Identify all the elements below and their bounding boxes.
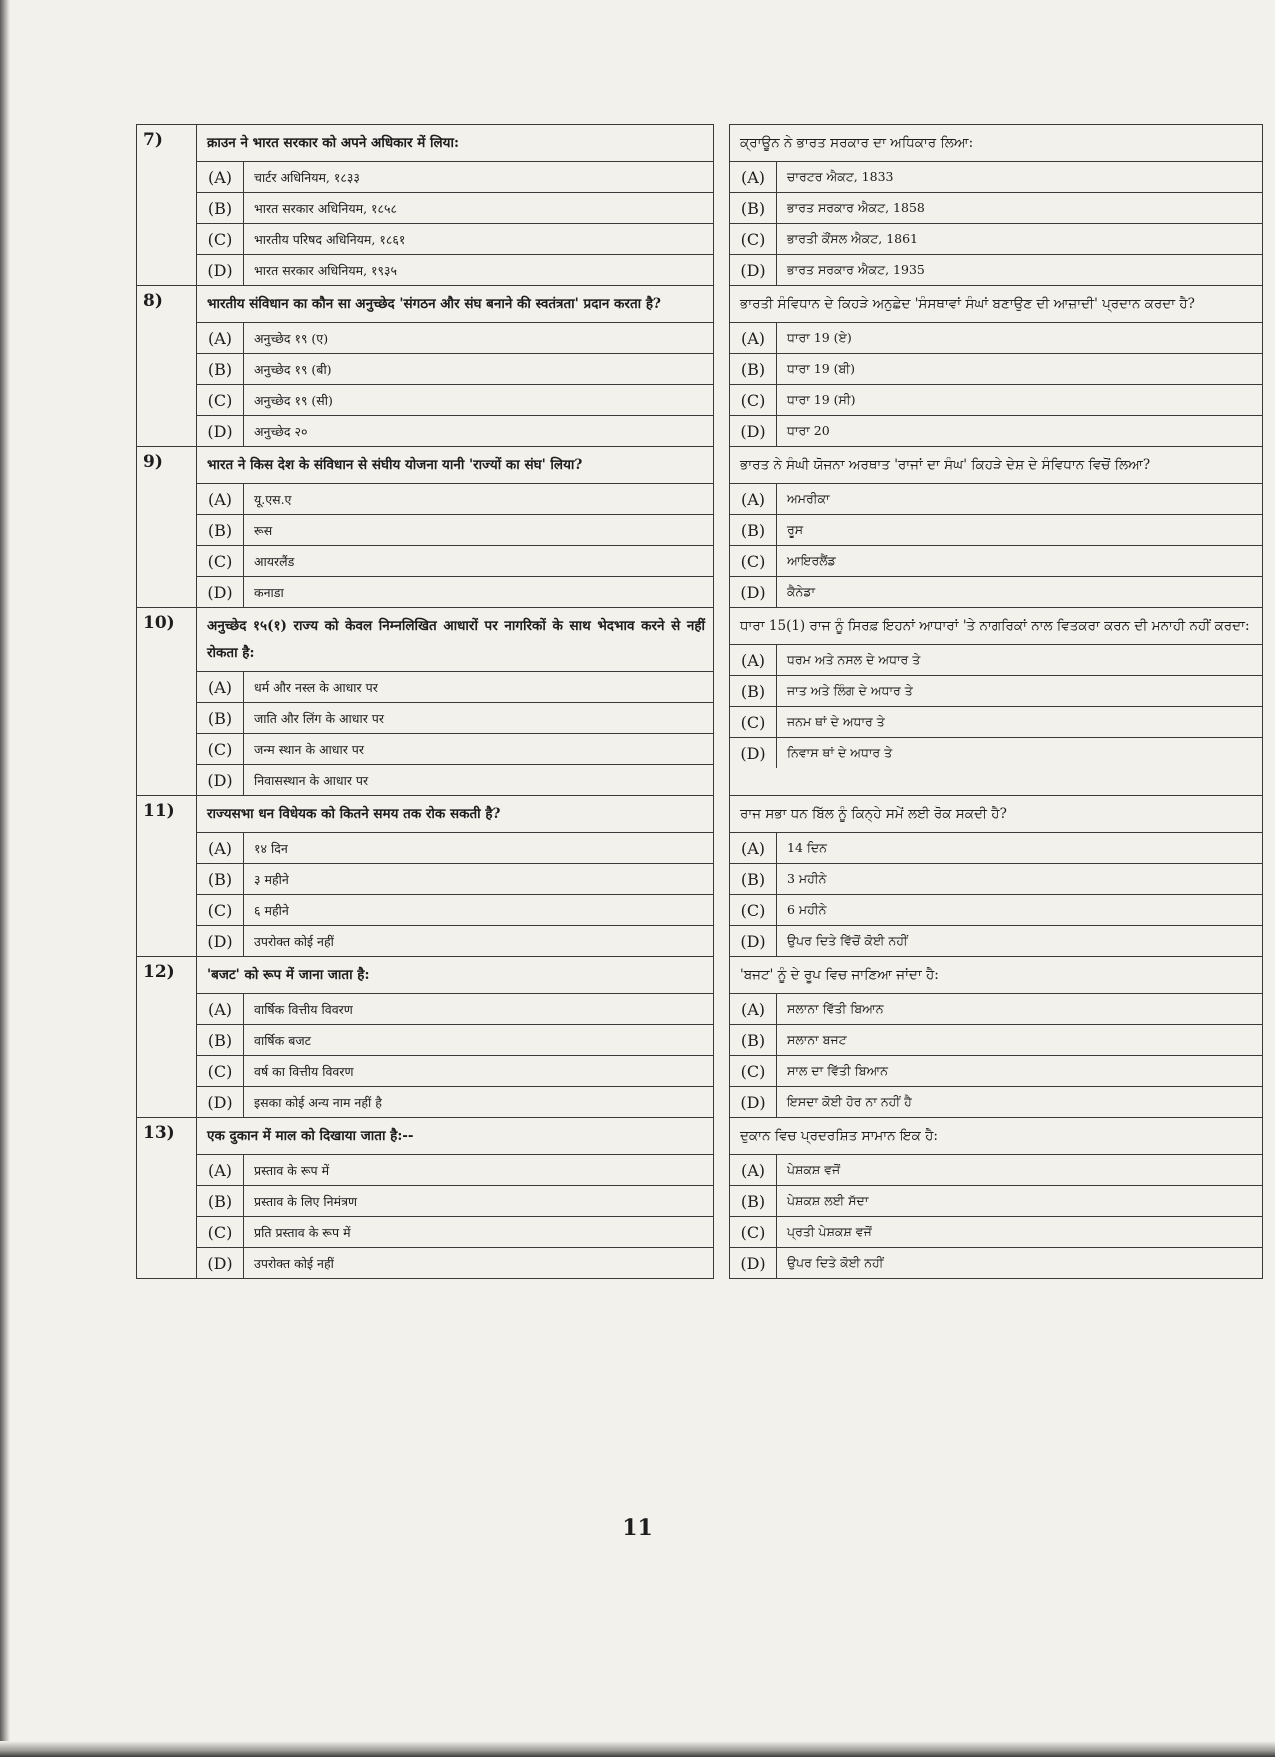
punjabi-option-text: ਭਾਰਤ ਸਰਕਾਰ ਐਕਟ, 1935 bbox=[777, 255, 1263, 286]
punjabi-question-stem: 'ਬਜਟ' ਨੂੰ ਦੇ ਰੂਪ ਵਿਚ ਜਾਣਿਆ ਜਾਂਦਾ ਹੈ: bbox=[740, 967, 939, 983]
punjabi-option-text: ਭਾਰਤੀ ਕੌਂਸਲ ਐਕਟ, 1861 bbox=[777, 224, 1263, 255]
option-label: (A) bbox=[730, 833, 777, 864]
option-row bbox=[197, 1186, 713, 1217]
hindi-option-text: वर्ष का वित्तीय विवरण bbox=[244, 1056, 714, 1087]
punjabi-option-text: ਸਾਲ ਦਾ ਵਿੱਤੀ ਬਿਆਨ bbox=[777, 1056, 1263, 1087]
option-row bbox=[197, 1155, 713, 1186]
option-row bbox=[730, 546, 1262, 577]
punjabi-column bbox=[730, 447, 1263, 608]
option-label: (B) bbox=[730, 1186, 777, 1217]
option-row bbox=[730, 1217, 1262, 1248]
punjabi-column bbox=[730, 796, 1263, 957]
options-table bbox=[730, 161, 1262, 285]
options-table bbox=[197, 671, 713, 795]
option-label: (C) bbox=[197, 224, 244, 255]
option-label: (B) bbox=[197, 1025, 244, 1056]
column-gap bbox=[714, 447, 730, 608]
hindi-option-text: उपरोक्त कोई नहीं bbox=[244, 926, 714, 957]
option-row bbox=[197, 577, 713, 608]
hindi-column bbox=[197, 286, 714, 447]
hindi-option-text: यू.एस.ए bbox=[244, 484, 714, 515]
column-gap bbox=[714, 286, 730, 447]
option-label: (A) bbox=[197, 994, 244, 1025]
option-label: (D) bbox=[197, 255, 244, 286]
punjabi-column bbox=[730, 1118, 1263, 1279]
hindi-question-stem: 'बजट' को रूप में जाना जाता है: bbox=[207, 967, 370, 983]
punjabi-option-text: ਧਰਮ ਅਤੇ ਨਸਲ ਦੇ ਅਧਾਰ ਤੇ bbox=[777, 645, 1263, 676]
punjabi-option-text: ਪੇਸ਼ਕਸ਼ ਵਜੋਂ bbox=[777, 1155, 1263, 1186]
options-table bbox=[730, 644, 1262, 768]
option-label: (D) bbox=[730, 738, 777, 769]
option-label: (C) bbox=[197, 1056, 244, 1087]
options-table bbox=[197, 322, 713, 446]
option-label: (A) bbox=[197, 833, 244, 864]
punjabi-option-text: ਪ੍ਰਤੀ ਪੇਸ਼ਕਸ਼ ਵਜੋਂ bbox=[777, 1217, 1263, 1248]
hindi-option-text: निवासस्थान के आधार पर bbox=[244, 765, 714, 796]
options-table bbox=[730, 832, 1262, 956]
option-label: (B) bbox=[197, 354, 244, 385]
option-label: (C) bbox=[197, 1217, 244, 1248]
punjabi-option-text: ਅਮਰੀਕਾ bbox=[777, 484, 1263, 515]
question-number: 12) bbox=[137, 957, 197, 1118]
hindi-option-text: वार्षिक बजट bbox=[244, 1025, 714, 1056]
option-row bbox=[197, 765, 713, 796]
punjabi-column bbox=[730, 957, 1263, 1118]
punjabi-question-stem: ਭਾਰਤ ਨੇ ਸੰਘੀ ਯੋਜਨਾ ਅਰਥਾਤ 'ਰਾਜਾਂ ਦਾ ਸੰਘ' ਕਿਹੜੇ ਦੇਸ਼ ਦੇ ਸੰਵਿਧਾਨ ਵਿਚੋਂ ਲਿਆ? bbox=[740, 457, 1151, 473]
option-row bbox=[730, 354, 1262, 385]
option-label: (C) bbox=[197, 734, 244, 765]
option-label: (C) bbox=[730, 224, 777, 255]
question-row bbox=[137, 447, 1263, 608]
option-row bbox=[197, 734, 713, 765]
hindi-question-stem: एक दुकान में माल को दिखाया जाता है:-- bbox=[207, 1128, 414, 1144]
column-gap bbox=[714, 957, 730, 1118]
option-row bbox=[730, 926, 1262, 957]
hindi-option-text: जाति और लिंग के आधार पर bbox=[244, 703, 714, 734]
punjabi-option-text: ਚਾਰਟਰ ਐਕਟ, 1833 bbox=[777, 162, 1263, 193]
question-table bbox=[136, 124, 1263, 1279]
option-row bbox=[730, 1155, 1262, 1186]
options-table bbox=[197, 1154, 713, 1278]
punjabi-option-text: ਰੂਸ bbox=[777, 515, 1263, 546]
option-row bbox=[197, 895, 713, 926]
option-row bbox=[197, 193, 713, 224]
option-label: (A) bbox=[730, 1155, 777, 1186]
option-row bbox=[730, 738, 1262, 769]
option-row bbox=[730, 864, 1262, 895]
punjabi-option-text: ਸਲਾਨਾ ਬਜਟ bbox=[777, 1025, 1263, 1056]
option-label: (B) bbox=[197, 864, 244, 895]
option-label: (B) bbox=[730, 515, 777, 546]
option-label: (D) bbox=[730, 255, 777, 286]
option-label: (D) bbox=[730, 1087, 777, 1118]
punjabi-option-text: ਧਾਰਾ 19 (ਬੀ) bbox=[777, 354, 1263, 385]
option-row bbox=[730, 484, 1262, 515]
punjabi-column bbox=[730, 286, 1263, 447]
option-row bbox=[197, 1025, 713, 1056]
hindi-question-stem: अनुच्छेद १५(१) राज्य को केवल निम्नलिखित आधारों पर नागरिकों के साथ भेदभाव करने से नहीं रोकता है: bbox=[207, 618, 705, 661]
option-label: (A) bbox=[730, 645, 777, 676]
option-row bbox=[730, 676, 1262, 707]
option-row bbox=[730, 1186, 1262, 1217]
hindi-option-text: प्रस्ताव के रूप में bbox=[244, 1155, 714, 1186]
question-number: 10) bbox=[137, 608, 197, 796]
question-number: 9) bbox=[137, 447, 197, 608]
options-table bbox=[730, 1154, 1262, 1278]
option-label: (A) bbox=[730, 162, 777, 193]
hindi-column bbox=[197, 447, 714, 608]
option-label: (D) bbox=[730, 926, 777, 957]
option-row bbox=[197, 484, 713, 515]
option-label: (B) bbox=[730, 354, 777, 385]
option-row bbox=[197, 323, 713, 354]
punjabi-column bbox=[730, 125, 1263, 286]
punjabi-option-text: 14 ਦਿਨ bbox=[777, 833, 1263, 864]
option-label: (A) bbox=[730, 323, 777, 354]
option-row bbox=[730, 833, 1262, 864]
hindi-option-text: ३ महीने bbox=[244, 864, 714, 895]
option-label: (D) bbox=[730, 1248, 777, 1279]
hindi-column bbox=[197, 957, 714, 1118]
option-label: (B) bbox=[730, 676, 777, 707]
question-number: 8) bbox=[137, 286, 197, 447]
option-label: (D) bbox=[197, 765, 244, 796]
hindi-option-text: भारत सरकार अधिनियम, १८५८ bbox=[244, 193, 714, 224]
option-row bbox=[197, 385, 713, 416]
question-number: 13) bbox=[137, 1118, 197, 1279]
option-label: (D) bbox=[197, 926, 244, 957]
punjabi-option-text: ਭਾਰਤ ਸਰਕਾਰ ਐਕਟ, 1858 bbox=[777, 193, 1263, 224]
question-row bbox=[137, 957, 1263, 1118]
scan-edge-left bbox=[0, 0, 10, 1757]
hindi-option-text: आयरलैंड bbox=[244, 546, 714, 577]
hindi-column bbox=[197, 796, 714, 957]
option-row bbox=[730, 255, 1262, 286]
punjabi-option-text: ਸਲਾਨਾ ਵਿੱਤੀ ਬਿਆਨ bbox=[777, 994, 1263, 1025]
option-label: (D) bbox=[730, 416, 777, 447]
punjabi-option-text: ਨਿਵਾਸ ਥਾਂ ਦੇ ਅਧਾਰ ਤੇ bbox=[777, 738, 1263, 769]
option-label: (D) bbox=[197, 416, 244, 447]
punjabi-question-stem: ਕ੍ਰਾਊਨ ਨੇ ਭਾਰਤ ਸਰਕਾਰ ਦਾ ਅਧਿਕਾਰ ਲਿਆ: bbox=[740, 135, 974, 151]
punjabi-question-stem: ਧਾਰਾ 15(1) ਰਾਜ ਨੂੰ ਸਿਰਫ਼ ਇਹਨਾਂ ਆਧਾਰਾਂ 'ਤੇ ਨਾਗਰਿਕਾਂ ਨਾਲ ਵਿਤਕਰਾ ਕਰਨ ਦੀ ਮਨਾਹੀ ਨਹੀਂ ਕਰਦਾ: bbox=[740, 618, 1250, 634]
option-label: (C) bbox=[730, 385, 777, 416]
hindi-option-text: जन्म स्थान के आधार पर bbox=[244, 734, 714, 765]
option-label: (C) bbox=[730, 546, 777, 577]
hindi-option-text: अनुच्छेद १९ (ए) bbox=[244, 323, 714, 354]
punjabi-question-stem: ਰਾਜ ਸਭਾ ਧਨ ਬਿੱਲ ਨੂੰ ਕਿਨ੍ਹੇ ਸਮੇਂ ਲਈ ਰੋਕ ਸਕਦੀ ਹੈ? bbox=[740, 806, 1007, 822]
hindi-column bbox=[197, 608, 714, 796]
hindi-option-text: धर्म और नस्ल के आधार पर bbox=[244, 672, 714, 703]
option-label: (A) bbox=[197, 1155, 244, 1186]
option-row bbox=[730, 1248, 1262, 1279]
punjabi-option-text: 6 ਮਹੀਨੇ bbox=[777, 895, 1263, 926]
option-row bbox=[197, 1056, 713, 1087]
hindi-option-text: कनाडा bbox=[244, 577, 714, 608]
punjabi-question-stem: ਭਾਰਤੀ ਸੰਵਿਧਾਨ ਦੇ ਕਿਹੜੇ ਅਨੁਛੇਦ 'ਸੰਸਥਾਵਾਂ ਸੰਘਾਂ ਬਣਾਉਣ ਦੀ ਆਜ਼ਾਦੀ' ਪ੍ਰਦਾਨ ਕਰਦਾ ਹੈ? bbox=[740, 296, 1195, 312]
hindi-question-stem: भारतीय संविधान का कौन सा अनुच्छेद 'संगठन और संघ बनाने की स्वतंत्रता' प्रदान करता है? bbox=[207, 296, 661, 312]
question-row bbox=[137, 125, 1263, 286]
question-row bbox=[137, 1118, 1263, 1279]
option-label: (C) bbox=[730, 1217, 777, 1248]
option-label: (C) bbox=[197, 385, 244, 416]
punjabi-option-text: ਆਇਰਲੈਂਡ bbox=[777, 546, 1263, 577]
column-gap bbox=[714, 796, 730, 957]
punjabi-option-text: ਕੈਨੇਡਾ bbox=[777, 577, 1263, 608]
punjabi-option-text: ਉਪਰ ਦਿਤੇ ਕੋਈ ਨਹੀਂ bbox=[777, 1248, 1263, 1279]
options-table bbox=[197, 993, 713, 1117]
option-row bbox=[197, 354, 713, 385]
option-row bbox=[730, 385, 1262, 416]
question-table-body bbox=[137, 125, 1263, 1279]
hindi-column bbox=[197, 125, 714, 286]
option-label: (D) bbox=[197, 1248, 244, 1279]
option-label: (D) bbox=[197, 577, 244, 608]
option-row bbox=[197, 224, 713, 255]
hindi-option-text: इसका कोई अन्य नाम नहीं है bbox=[244, 1087, 714, 1118]
options-table bbox=[197, 832, 713, 956]
option-label: (D) bbox=[730, 577, 777, 608]
options-table bbox=[730, 483, 1262, 607]
option-label: (B) bbox=[197, 703, 244, 734]
hindi-question-stem: राज्यसभा धन विधेयक को कितने समय तक रोक सकती है? bbox=[207, 806, 501, 822]
option-label: (C) bbox=[197, 895, 244, 926]
option-label: (D) bbox=[197, 1087, 244, 1118]
option-row bbox=[730, 193, 1262, 224]
hindi-option-text: अनुच्छेद २० bbox=[244, 416, 714, 447]
option-row bbox=[197, 864, 713, 895]
options-table bbox=[197, 161, 713, 285]
column-gap bbox=[714, 608, 730, 796]
column-gap bbox=[714, 125, 730, 286]
option-label: (A) bbox=[197, 672, 244, 703]
option-row bbox=[197, 1248, 713, 1279]
punjabi-option-text: ਪੇਸ਼ਕਸ਼ ਲਈ ਸੱਦਾ bbox=[777, 1186, 1263, 1217]
option-row bbox=[197, 162, 713, 193]
hindi-option-text: प्रति प्रस्ताव के रूप में bbox=[244, 1217, 714, 1248]
option-row bbox=[197, 926, 713, 957]
option-label: (C) bbox=[730, 1056, 777, 1087]
option-row bbox=[197, 255, 713, 286]
option-row bbox=[197, 672, 713, 703]
option-row bbox=[730, 1025, 1262, 1056]
options-table bbox=[197, 483, 713, 607]
option-row bbox=[197, 833, 713, 864]
hindi-option-text: भारतीय परिषद अधिनियम, १८६१ bbox=[244, 224, 714, 255]
option-label: (A) bbox=[197, 484, 244, 515]
option-label: (B) bbox=[197, 1186, 244, 1217]
hindi-question-stem: क्राउन ने भारत सरकार को अपने अधिकार में लिया: bbox=[207, 135, 459, 151]
option-row bbox=[197, 703, 713, 734]
option-row bbox=[197, 1087, 713, 1118]
hindi-option-text: अनुच्छेद १९ (बी) bbox=[244, 354, 714, 385]
hindi-option-text: प्रस्ताव के लिए निमंत्रण bbox=[244, 1186, 714, 1217]
option-row bbox=[730, 645, 1262, 676]
option-row bbox=[730, 162, 1262, 193]
option-label: (A) bbox=[730, 484, 777, 515]
punjabi-option-text: ਧਾਰਾ 19 (ਸੀ) bbox=[777, 385, 1263, 416]
page-number: 11 bbox=[622, 1515, 653, 1541]
punjabi-option-text: ਧਾਰਾ 20 bbox=[777, 416, 1263, 447]
punjabi-option-text: ਇਸਦਾ ਕੋਈ ਹੋਰ ਨਾ ਨਹੀਂ ਹੈ bbox=[777, 1087, 1263, 1118]
hindi-option-text: भारत सरकार अधिनियम, १९३५ bbox=[244, 255, 714, 286]
hindi-column bbox=[197, 1118, 714, 1279]
punjabi-option-text: ਜਾਤ ਅਤੇ ਲਿੰਗ ਦੇ ਅਧਾਰ ਤੇ bbox=[777, 676, 1263, 707]
options-table bbox=[730, 322, 1262, 446]
hindi-option-text: ६ महीने bbox=[244, 895, 714, 926]
option-row bbox=[730, 994, 1262, 1025]
punjabi-option-text: ਧਾਰਾ 19 (ਏ) bbox=[777, 323, 1263, 354]
option-label: (A) bbox=[197, 323, 244, 354]
column-gap bbox=[714, 1118, 730, 1279]
option-label: (C) bbox=[197, 546, 244, 577]
question-number: 11) bbox=[137, 796, 197, 957]
option-row bbox=[197, 416, 713, 447]
option-row bbox=[730, 224, 1262, 255]
option-row bbox=[730, 416, 1262, 447]
option-row bbox=[730, 1056, 1262, 1087]
option-row bbox=[730, 707, 1262, 738]
option-label: (B) bbox=[197, 193, 244, 224]
hindi-option-text: चार्टर अधिनियम, १८३३ bbox=[244, 162, 714, 193]
option-row bbox=[730, 895, 1262, 926]
option-label: (A) bbox=[730, 994, 777, 1025]
punjabi-option-text: ਜਨਮ ਥਾਂ ਦੇ ਅਧਾਰ ਤੇ bbox=[777, 707, 1263, 738]
question-row bbox=[137, 286, 1263, 447]
scan-edge-bottom bbox=[0, 1741, 1275, 1757]
punjabi-option-text: 3 ਮਹੀਨੇ bbox=[777, 864, 1263, 895]
option-row bbox=[730, 577, 1262, 608]
hindi-option-text: अनुच्छेद १९ (सी) bbox=[244, 385, 714, 416]
option-label: (B) bbox=[197, 515, 244, 546]
option-label: (C) bbox=[730, 707, 777, 738]
option-label: (B) bbox=[730, 1025, 777, 1056]
option-row bbox=[730, 1087, 1262, 1118]
hindi-question-stem: भारत ने किस देश के संविधान से संघीय योजना यानी 'राज्यों का संघ' लिया? bbox=[207, 457, 583, 473]
hindi-option-text: उपरोक्त कोई नहीं bbox=[244, 1248, 714, 1279]
option-label: (B) bbox=[730, 864, 777, 895]
hindi-option-text: वार्षिक वित्तीय विवरण bbox=[244, 994, 714, 1025]
option-label: (C) bbox=[730, 895, 777, 926]
option-row bbox=[730, 515, 1262, 546]
option-row bbox=[197, 515, 713, 546]
question-number: 7) bbox=[137, 125, 197, 286]
hindi-option-text: १४ दिन bbox=[244, 833, 714, 864]
question-row bbox=[137, 796, 1263, 957]
punjabi-option-text: ਉਪਰ ਦਿਤੇ ਵਿੱਚੋਂ ਕੋਈ ਨਹੀਂ bbox=[777, 926, 1263, 957]
option-row bbox=[197, 546, 713, 577]
option-row bbox=[730, 323, 1262, 354]
punjabi-column bbox=[730, 608, 1263, 796]
punjabi-question-stem: ਦੁਕਾਨ ਵਿਚ ਪ੍ਰਦਰਸ਼ਿਤ ਸਾਮਾਨ ਇਕ ਹੈ: bbox=[740, 1128, 938, 1144]
hindi-option-text: रूस bbox=[244, 515, 714, 546]
options-table bbox=[730, 993, 1262, 1117]
option-row bbox=[197, 994, 713, 1025]
option-label: (A) bbox=[197, 162, 244, 193]
option-row bbox=[197, 1217, 713, 1248]
question-row bbox=[137, 608, 1263, 796]
option-label: (B) bbox=[730, 193, 777, 224]
